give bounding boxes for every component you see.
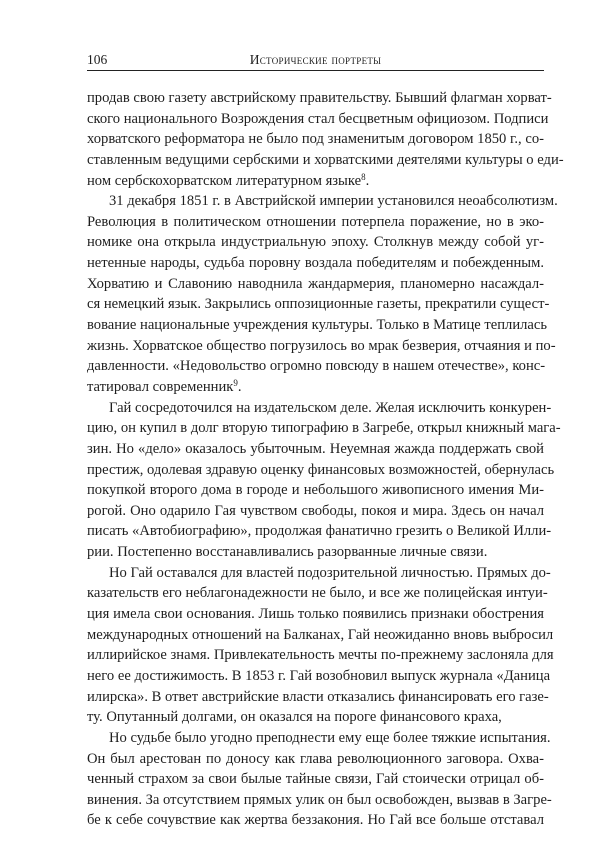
running-title: Исторические портреты <box>249 52 382 67</box>
text-line: казательств его неблагонадежности не было, и все же полицейская интуи- <box>87 585 548 602</box>
paragraph <box>87 398 561 563</box>
text-line: номике она открыла индустриальную эпоху. Столкнув между собой уг- <box>87 234 544 251</box>
page-header <box>87 52 544 70</box>
body-text <box>87 88 564 831</box>
footnote-ref[interactable]: 8 <box>361 171 366 182</box>
text-line: ту. Опутанный долгами, он оказался на пороге финансового краха, <box>87 709 502 726</box>
footnote-ref[interactable]: 9 <box>233 377 238 388</box>
text-line: Но Гай оставался для властей подозрительной личностью. Прямых до- <box>109 564 551 581</box>
text-line: рогой. Оно одарило Гая чувством свободы, покоя и мира. Здесь он начал <box>87 502 544 519</box>
text-line: продав свою газету австрийскому правительству. Бывший флагман хорват- <box>87 90 552 106</box>
text-fragment: . <box>365 172 370 189</box>
text-fragment: татировал современник <box>87 378 234 395</box>
text-line: 31 декабря 1851 г. в Австрийской империи установился неоабсолютизм. <box>109 193 558 210</box>
header-rule <box>87 70 544 71</box>
text-line: ция имела свои основания. Лишь только появились признаки обострения <box>87 606 544 623</box>
text-line <box>87 171 544 192</box>
text-line: цию, он купил в долг вторую типографию в Загребе, открыл книжный мага- <box>87 420 561 437</box>
text-line: вование национальные учреждения культуры. Только в Матице теплилась <box>87 317 548 334</box>
paragraph <box>87 191 558 397</box>
text-line: покупкой второго дома в городе и небольшого живописного имения Ми- <box>87 482 544 499</box>
text-line: давленности. «Недовольство огромно повсюду в нашем отечестве», конс- <box>87 358 546 375</box>
text-line: ставленным ведущими сербскими и хорватскими деятелями культуры о еди- <box>87 151 564 168</box>
text-line: винения. За отсутствием прямых улик он был освобожден, вызвав в Загре- <box>87 791 552 808</box>
paragraph <box>87 728 552 831</box>
text-line: жизнь. Хорватское общество погрузилось во мрак безверия, отчаяния и по- <box>87 337 556 354</box>
paragraph <box>87 563 554 728</box>
text-line: Он был арестован по доносу как глава революционного заговора. Охва- <box>87 750 544 767</box>
page-number: 106 <box>87 52 108 67</box>
text-line: престиж, одолевая здравую оценку финансовых возможностей, обернулась <box>87 461 555 478</box>
text-line: рии. Постепенно восстанавливались разорванные личные связи. <box>87 544 488 561</box>
text-line: ченный страхом за свои былые тайные связи, Гай стоически отрицал об- <box>87 771 544 788</box>
text-line: Революция в политическом отношении потерпела поражение, но в эко- <box>87 213 544 230</box>
text-line: хорватского реформатора не было под знаменитым договором 1850 г., со- <box>87 131 544 148</box>
text-line: нетенные народы, судьба поровну воздала победителям и побежденным. <box>87 255 544 272</box>
text-line: Хорватию и Славонию наводнила жандармерия, планомерно насаждал- <box>87 275 544 292</box>
text-fragment: ном сербскохорватском литературном языке <box>87 172 362 189</box>
text-line: него ее достижимость. В 1853 г. Гай возобновил выпуск журнала «Даница <box>87 667 551 684</box>
text-fragment: . <box>237 378 242 395</box>
text-line: ся немецкий язык. Закрылись оппозиционные газеты, прекратили сущест- <box>87 296 550 313</box>
text-line: бе к себе сочувствие как жертва беззакония. Но Гай все больше отставал <box>87 812 544 829</box>
text-line: илирска». В ответ австрийские власти отказались финансировать его газе- <box>87 688 549 705</box>
text-line: Но судьбе было угодно преподнести ему еще более тяжкие испытания. <box>109 729 551 746</box>
text-line: зин. Но «дело» оказалось убыточным. Неуемная жажда поддержать свой <box>87 440 544 457</box>
text-line: ского национального Возрождения стал бесцветным официозом. Подписи <box>87 110 549 127</box>
text-line: Гай сосредоточился на издательском деле. Желая исключить конкурен- <box>109 399 552 416</box>
text-line: писать «Автобиографию», продолжая фанатично грезить о Великой Илли- <box>87 523 552 540</box>
paragraph <box>87 88 564 191</box>
text-line <box>87 377 544 398</box>
text-line: иллирийское знамя. Привлекательность мечты по-прежнему заслоняла для <box>87 647 554 664</box>
text-line: международных отношений на Балканах, Гай неожиданно вновь выбросил <box>87 626 554 643</box>
